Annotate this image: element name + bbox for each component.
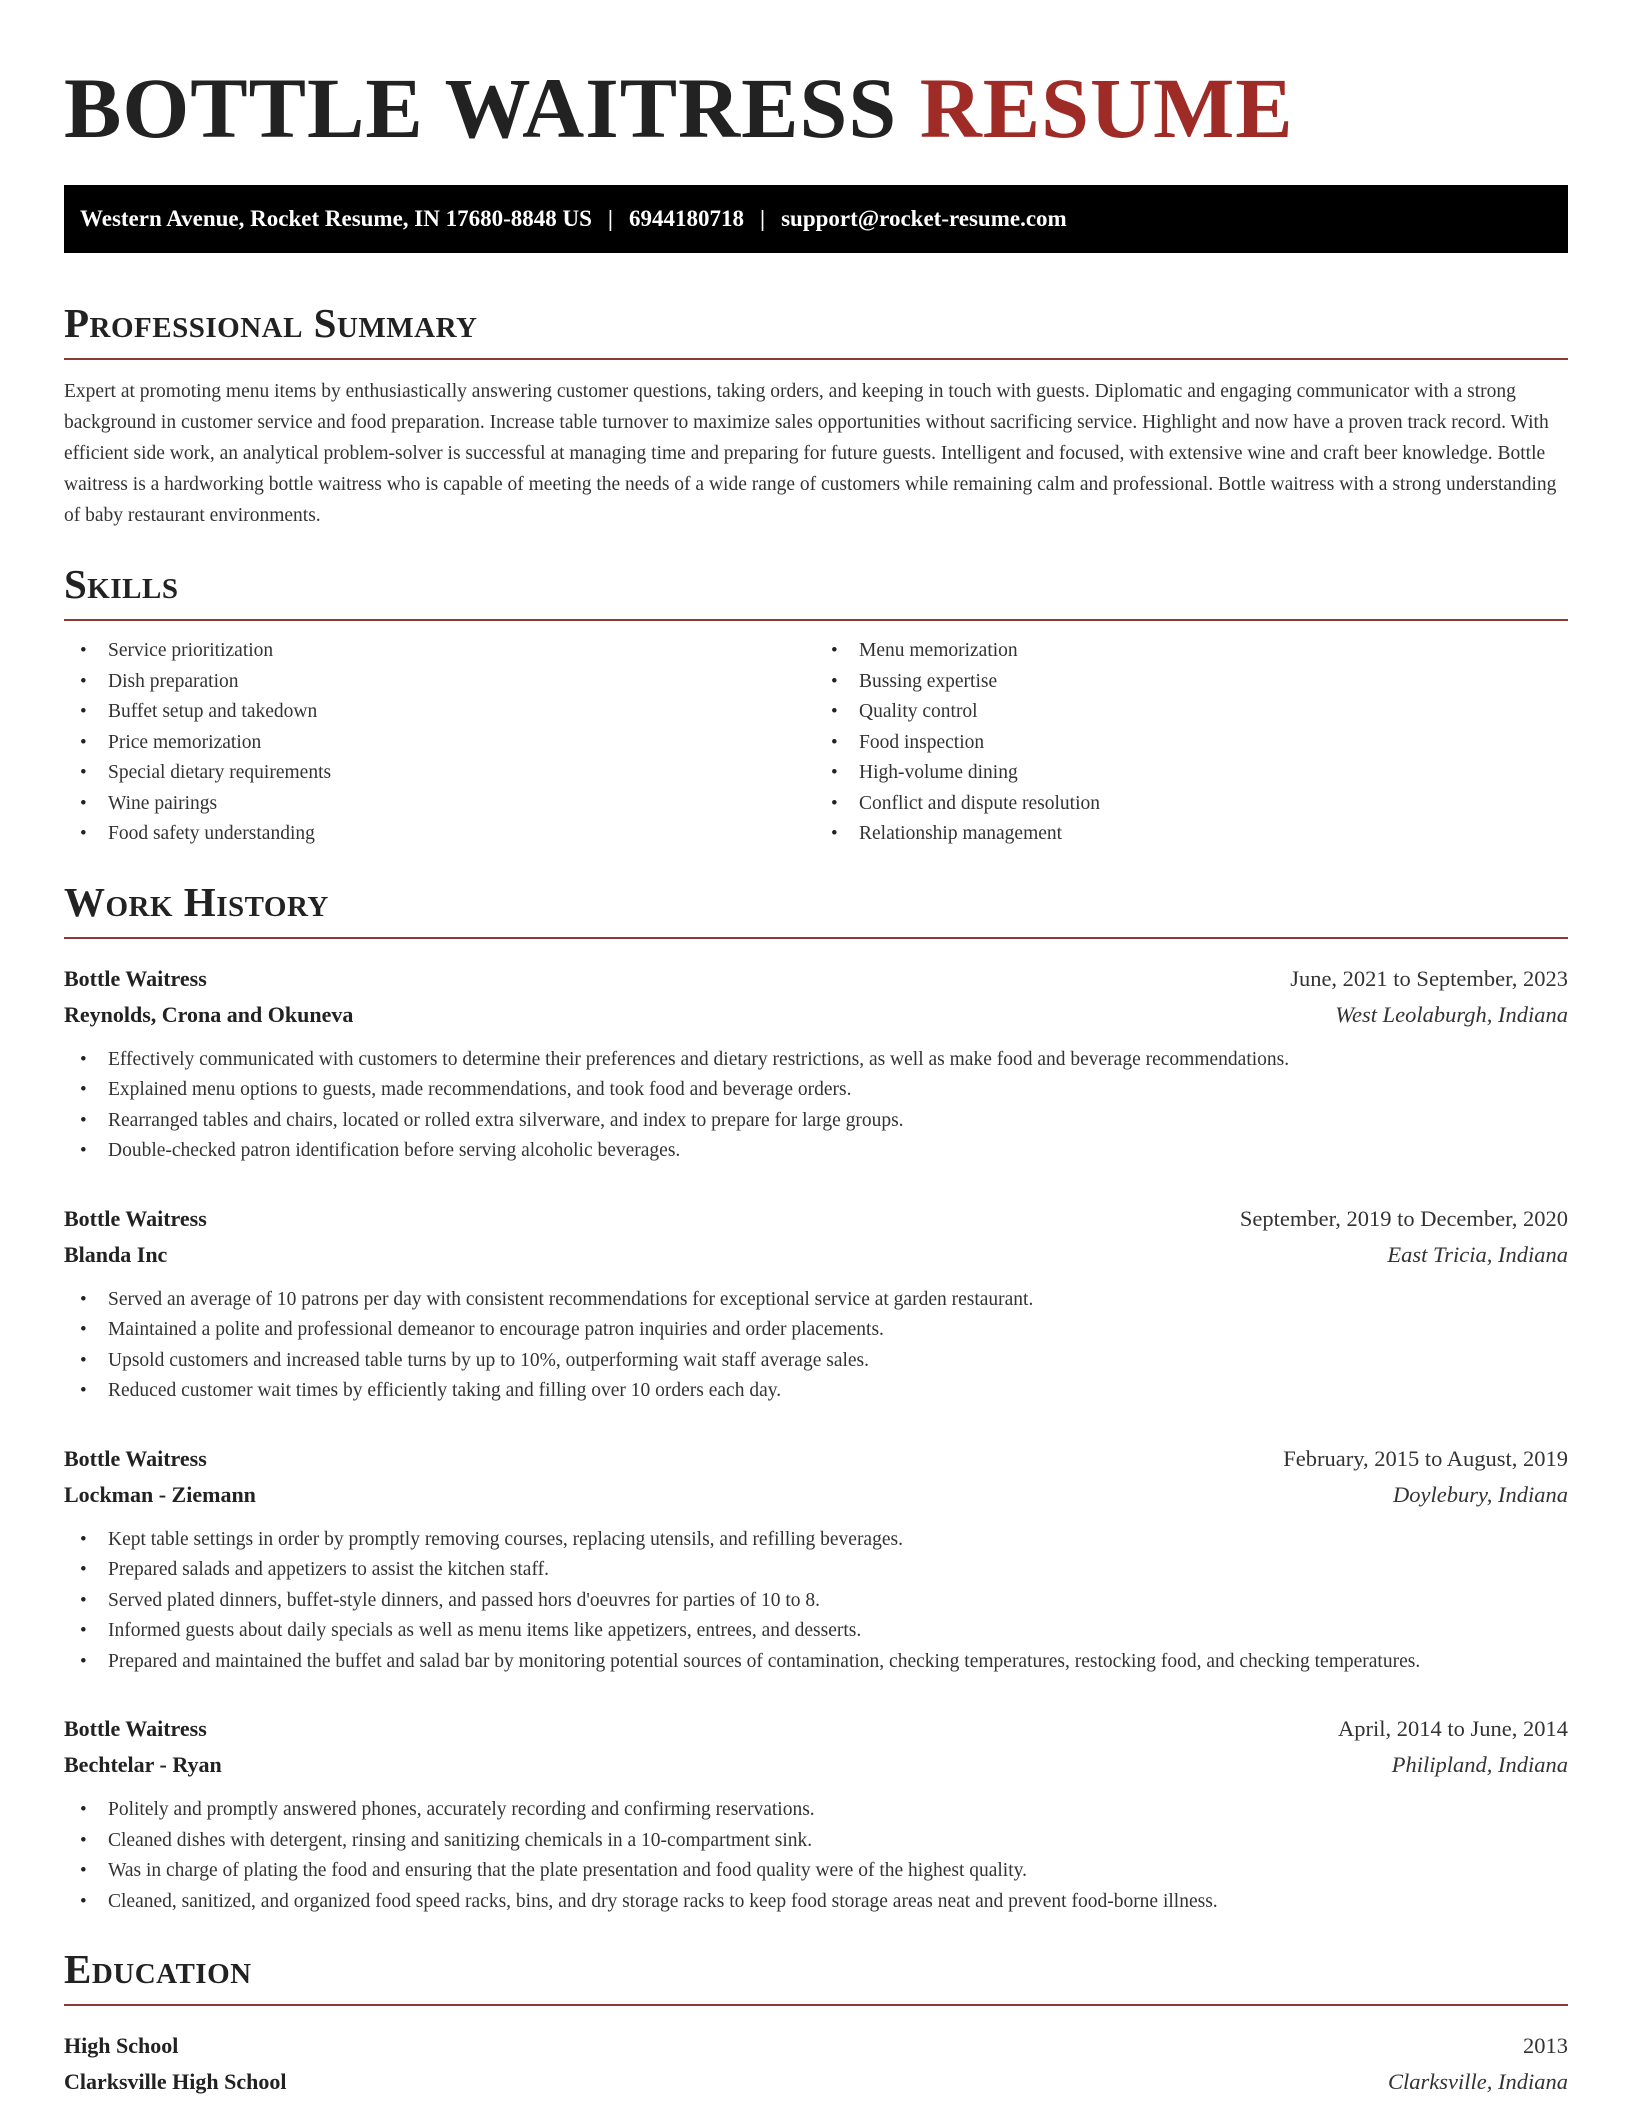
skills-list xyxy=(64,636,1568,850)
job-company: Lockman - Ziemann xyxy=(64,1481,256,1507)
job-bullet: • Informed guests about daily specials as well as menu items like appetizers, entrees, and desserts. xyxy=(64,1616,1568,1647)
education-year: 2013 xyxy=(1523,2033,1568,2058)
job-location: East Tricia, Indiana xyxy=(1387,1241,1568,1267)
summary-heading: Professional Summary xyxy=(64,303,1568,360)
skill-item: • Price memorization xyxy=(64,728,816,759)
skill-item: • Bussing expertise xyxy=(816,667,1568,698)
contact-phone: 6944180718 xyxy=(629,206,744,231)
job-bullets xyxy=(64,1285,1568,1407)
job-bullet: • Reduced customer wait times by efficiently taking and filling over 10 orders each day. xyxy=(64,1376,1568,1407)
skill-item: • Buffet setup and takedown xyxy=(64,697,816,728)
skill-item: • Conflict and dispute resolution xyxy=(816,789,1568,820)
job-bullets xyxy=(64,1795,1568,1917)
job-bullet: • Rearranged tables and chairs, located or rolled extra silverware, and index to prepare for large groups. xyxy=(64,1106,1568,1137)
job-dates: September, 2019 to December, 2020 xyxy=(1239,1205,1568,1231)
education-degree: High School xyxy=(64,2033,179,2058)
skill-item: • Food safety understanding xyxy=(64,819,816,850)
job-company: Blanda Inc xyxy=(64,1241,168,1267)
job-bullet: • Politely and promptly answered phones, accurately recording and confirming reservations. xyxy=(64,1795,1568,1826)
job-location: Philipland, Indiana xyxy=(1391,1752,1568,1777)
job-entry xyxy=(64,961,1568,1167)
title-main: BOTTLE WAITRESS xyxy=(64,60,898,156)
job-bullet: • Explained menu options to guests, made recommendations, and took food and beverage orders. xyxy=(64,1075,1568,1106)
job-bullet: • Cleaned, sanitized, and organized food speed racks, bins, and dry storage racks to keep food storage areas neat and prevent food-borne illness. xyxy=(64,1887,1568,1918)
job-bullet: • Upsold customers and increased table turns by up to 10%, outperforming wait staff average sales. xyxy=(64,1346,1568,1377)
job-bullet: • Prepared and maintained the buffet and salad bar by monitoring potential sources of contamination, checking temperatures, restocking food, and checking temperatures. xyxy=(64,1647,1568,1678)
skills-column-left xyxy=(64,636,816,850)
contact-separator: | xyxy=(760,206,766,231)
job-entry xyxy=(64,1201,1568,1407)
contact-address: Western Avenue, Rocket Resume, IN 17680-8848 US xyxy=(80,206,592,231)
skill-item: • Quality control xyxy=(816,697,1568,728)
job-bullet: • Was in charge of plating the food and ensuring that the plate presentation and food quality were of the highest quality. xyxy=(64,1856,1568,1887)
job-bullet: • Effectively communicated with customers to determine their preferences and dietary restrictions, as well as make food and beverage recommendations. xyxy=(64,1045,1568,1076)
contact-email: support@rocket-resume.com xyxy=(781,206,1067,231)
contact-separator: | xyxy=(607,206,613,231)
job-bullet: • Cleaned dishes with detergent, rinsing and sanitizing chemicals in a 10-compartment sink. xyxy=(64,1826,1568,1857)
education-location: Clarksville, Indiana xyxy=(1388,2069,1568,2094)
job-title: Bottle Waitress xyxy=(64,1716,207,1741)
skill-item: • Dish preparation xyxy=(64,667,816,698)
job-bullet: • Served plated dinners, buffet-style dinners, and passed hors d'oeuvres for parties of 10 to 8. xyxy=(64,1586,1568,1617)
job-bullet: • Served an average of 10 patrons per day with consistent recommendations for exceptional service at garden restaurant. xyxy=(64,1285,1568,1316)
education-entry xyxy=(64,2028,1568,2100)
job-title: Bottle Waitress xyxy=(64,965,207,991)
job-title: Bottle Waitress xyxy=(64,1205,207,1231)
job-dates: April, 2014 to June, 2014 xyxy=(1338,1716,1568,1741)
skill-item: • Relationship management xyxy=(816,819,1568,850)
education-heading: Education xyxy=(64,1949,1568,2006)
job-title: Bottle Waitress xyxy=(64,1445,207,1471)
skill-item: • Menu memorization xyxy=(816,636,1568,667)
skills-heading: Skills xyxy=(64,564,1568,621)
contact-bar xyxy=(64,185,1568,253)
job-bullets xyxy=(64,1045,1568,1167)
job-bullet: • Prepared salads and appetizers to assist the kitchen staff. xyxy=(64,1555,1568,1586)
job-bullet: • Double-checked patron identification before serving alcoholic beverages. xyxy=(64,1136,1568,1167)
skill-item: • Special dietary requirements xyxy=(64,758,816,789)
skill-item: • Wine pairings xyxy=(64,789,816,820)
job-company: Bechtelar - Ryan xyxy=(64,1752,222,1777)
job-dates: June, 2021 to September, 2023 xyxy=(1290,965,1568,991)
skill-item: • Service prioritization xyxy=(64,636,816,667)
job-entry xyxy=(64,1711,1568,1917)
job-bullet: • Maintained a polite and professional demeanor to encourage patron inquiries and order placements. xyxy=(64,1315,1568,1346)
job-bullets xyxy=(64,1525,1568,1678)
skill-item: • Food inspection xyxy=(816,728,1568,759)
resume-title xyxy=(64,60,1568,156)
job-bullet: • Kept table settings in order by promptly removing courses, replacing utensils, and refilling beverages. xyxy=(64,1525,1568,1556)
summary-text: Expert at promoting menu items by enthusiastically answering customer questions, taking orders, and keeping in touch with guests. Diplomatic and engaging communicator with a strong background in customer service and food preparation. Increase table turnover to maximize sales opportunities without sacrificing service. Highlight and now have a proven track record. With efficient side work, an analytical problem-solver is successful at managing time and preparing for future guests. Intelligent and focused, with extensive wine and craft beer knowledge. Bottle waitress is a hardworking bottle waitress who is capable of meeting the needs of a wide range of customers while remaining calm and professional. Bottle waitress with a strong understanding of baby restaurant environments. xyxy=(64,381,1557,526)
job-dates: February, 2015 to August, 2019 xyxy=(1283,1445,1568,1471)
skills-column-right xyxy=(816,636,1568,850)
title-accent: RESUME xyxy=(919,60,1294,156)
job-location: Doylebury, Indiana xyxy=(1393,1481,1568,1507)
skill-item: • High-volume dining xyxy=(816,758,1568,789)
education-school: Clarksville High School xyxy=(64,2069,287,2094)
work-history-heading: Work History xyxy=(64,882,1568,939)
job-location: West Leolaburgh, Indiana xyxy=(1335,1001,1568,1027)
job-entry xyxy=(64,1441,1568,1678)
job-company: Reynolds, Crona and Okuneva xyxy=(64,1001,354,1027)
